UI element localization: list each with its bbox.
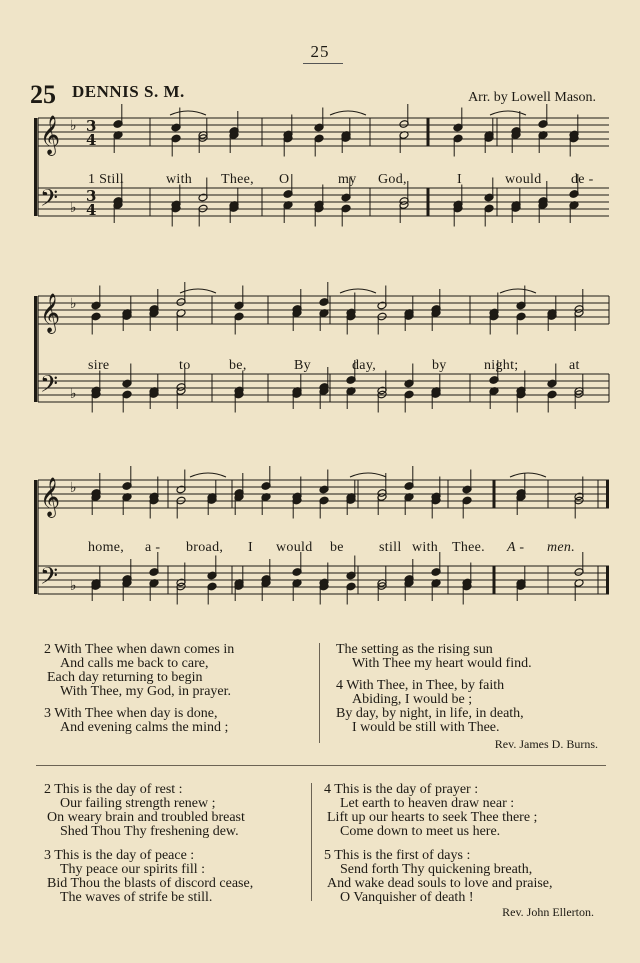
verse-line: With Thee my heart would find. bbox=[352, 656, 532, 671]
lyric-syllable: Thee. bbox=[452, 540, 485, 555]
verse-line: Let earth to heaven draw near : bbox=[340, 796, 515, 811]
time-signature-top: 3 bbox=[86, 187, 97, 205]
lyric-syllable: night; bbox=[484, 358, 519, 373]
verse-line: I would be still with Thee. bbox=[352, 720, 500, 735]
verse-3-hymn1 bbox=[44, 707, 228, 735]
treble-clef: 𝄞 bbox=[40, 477, 61, 517]
lyric-syllable: men. bbox=[547, 540, 576, 555]
verse-line: Thy peace our spirits fill : bbox=[60, 862, 206, 877]
verse-line: 2 With Thee when dawn comes in bbox=[44, 642, 235, 657]
slur bbox=[490, 111, 526, 115]
lyric-syllable: be, bbox=[229, 358, 247, 373]
verse-line: 2 This is the day of rest : bbox=[44, 782, 183, 797]
verse-5-hymn2 bbox=[324, 849, 553, 905]
lyric-syllable: would bbox=[505, 172, 542, 187]
flat-sign: ♭ bbox=[70, 200, 77, 216]
time-signature-bottom: 4 bbox=[86, 131, 97, 149]
verse-line: Each day returning to begin bbox=[47, 670, 203, 685]
verse-3-hymn2 bbox=[44, 849, 253, 905]
system-bracket bbox=[34, 118, 37, 216]
lyric-syllable: I bbox=[457, 172, 462, 187]
author-credit-hymn1: Rev. James D. Burns. bbox=[494, 737, 598, 751]
section-divider bbox=[36, 765, 606, 766]
verse-line: 4 With Thee, in Thee, by faith bbox=[336, 678, 505, 693]
author-credit-hymn2: Rev. John Ellerton. bbox=[502, 905, 594, 919]
lyric-syllable: by bbox=[432, 358, 447, 373]
final-barline bbox=[606, 480, 609, 508]
slur bbox=[510, 473, 546, 477]
verse-line: Come down to meet us here. bbox=[340, 824, 501, 839]
verse-line: And wake dead souls to love and praise, bbox=[327, 876, 553, 891]
lyric-syllable: with bbox=[166, 172, 193, 187]
verse-line: Our failing strength renew ; bbox=[60, 796, 216, 811]
verse-line: The setting as the rising sun bbox=[336, 642, 493, 657]
verse-line: By day, by night, in life, in death, bbox=[336, 706, 524, 721]
bass-clef: 𝄢 bbox=[40, 370, 59, 403]
lyric-syllable: still bbox=[379, 540, 402, 555]
bass-clef: 𝄢 bbox=[40, 184, 59, 217]
verse-3-continued-hymn1 bbox=[336, 643, 532, 671]
lyric-syllable: sire bbox=[88, 358, 110, 373]
verse-line: Abiding, I would be ; bbox=[352, 692, 473, 707]
lyric-syllable: be bbox=[330, 540, 344, 555]
lyric-syllable: my bbox=[338, 172, 357, 187]
lyric-syllable: God, bbox=[378, 172, 407, 187]
page-number: 25 bbox=[310, 42, 330, 61]
lyric-syllable: de - bbox=[571, 172, 594, 187]
system-bracket bbox=[34, 480, 37, 594]
lyric-syllable: Thee, bbox=[221, 172, 254, 187]
slur bbox=[180, 289, 216, 293]
verse-line: The waves of strife be still. bbox=[60, 890, 213, 905]
lyric-syllable: home, bbox=[88, 540, 125, 555]
flat-sign: ♭ bbox=[70, 296, 77, 312]
system-bracket bbox=[34, 296, 37, 402]
verse-line: 5 This is the first of days : bbox=[324, 848, 471, 863]
lyric-syllable: would bbox=[276, 540, 313, 555]
lyric-syllable: By bbox=[294, 358, 311, 373]
verse-line: 4 This is the day of prayer : bbox=[324, 782, 479, 797]
verse-line: Lift up our hearts to seek Thee there ; bbox=[327, 810, 538, 825]
lyric-syllable: day, bbox=[352, 358, 377, 373]
lyric-syllable: with bbox=[412, 540, 439, 555]
slur bbox=[190, 473, 226, 477]
lyric-syllable: to bbox=[179, 358, 191, 373]
verse-line: Send forth Thy quickening breath, bbox=[340, 862, 533, 877]
verse-line: On weary brain and troubled breast bbox=[47, 810, 245, 825]
verse-2-hymn2 bbox=[44, 783, 245, 839]
verse-line: 3 With Thee when day is done, bbox=[44, 706, 218, 721]
final-barline bbox=[606, 566, 609, 594]
flat-sign: ♭ bbox=[70, 480, 77, 496]
lyric-syllable: A - bbox=[507, 540, 525, 555]
verse-4-hymn2 bbox=[324, 783, 537, 839]
slur bbox=[170, 111, 206, 115]
flat-sign: ♭ bbox=[70, 578, 77, 594]
verse-line: Bid Thou the blasts of discord cease, bbox=[47, 876, 254, 891]
slur bbox=[340, 289, 376, 293]
verse-line: Shed Thou Thy freshening dew. bbox=[60, 824, 239, 839]
column-divider bbox=[311, 783, 312, 901]
flat-sign: ♭ bbox=[70, 118, 77, 134]
column-divider bbox=[319, 643, 320, 743]
flat-sign: ♭ bbox=[70, 386, 77, 402]
lyric-syllable: 1 Still bbox=[88, 172, 124, 187]
verse-line: O Vanquisher of death ! bbox=[340, 890, 474, 905]
slur bbox=[500, 289, 536, 293]
slur bbox=[330, 111, 366, 115]
time-signature-top: 3 bbox=[86, 117, 97, 135]
verse-line: And evening calms the mind ; bbox=[60, 720, 229, 735]
verse-4-hymn1 bbox=[336, 679, 524, 735]
lyric-syllable: I bbox=[248, 540, 253, 555]
treble-clef: 𝄞 bbox=[40, 293, 61, 333]
verse-line: And calls me back to care, bbox=[60, 656, 209, 671]
verse-line: 3 This is the day of peace : bbox=[44, 848, 195, 863]
verse-2-hymn1 bbox=[44, 643, 234, 699]
lyric-syllable: broad, bbox=[186, 540, 224, 555]
time-signature-bottom: 4 bbox=[86, 201, 97, 219]
slur bbox=[350, 473, 386, 477]
lyric-syllable: a - bbox=[145, 540, 161, 555]
arranger-credit: Arr. by Lowell Mason. bbox=[468, 90, 596, 105]
lyric-syllable: O bbox=[279, 172, 290, 187]
tune-title: DENNIS S. M. bbox=[72, 82, 185, 101]
verse-line: With Thee, my God, in prayer. bbox=[60, 684, 232, 699]
hymn-number: 25 bbox=[30, 80, 56, 109]
bass-clef: 𝄢 bbox=[40, 562, 59, 595]
treble-clef: 𝄞 bbox=[40, 115, 61, 155]
lyric-syllable: at bbox=[569, 358, 580, 373]
